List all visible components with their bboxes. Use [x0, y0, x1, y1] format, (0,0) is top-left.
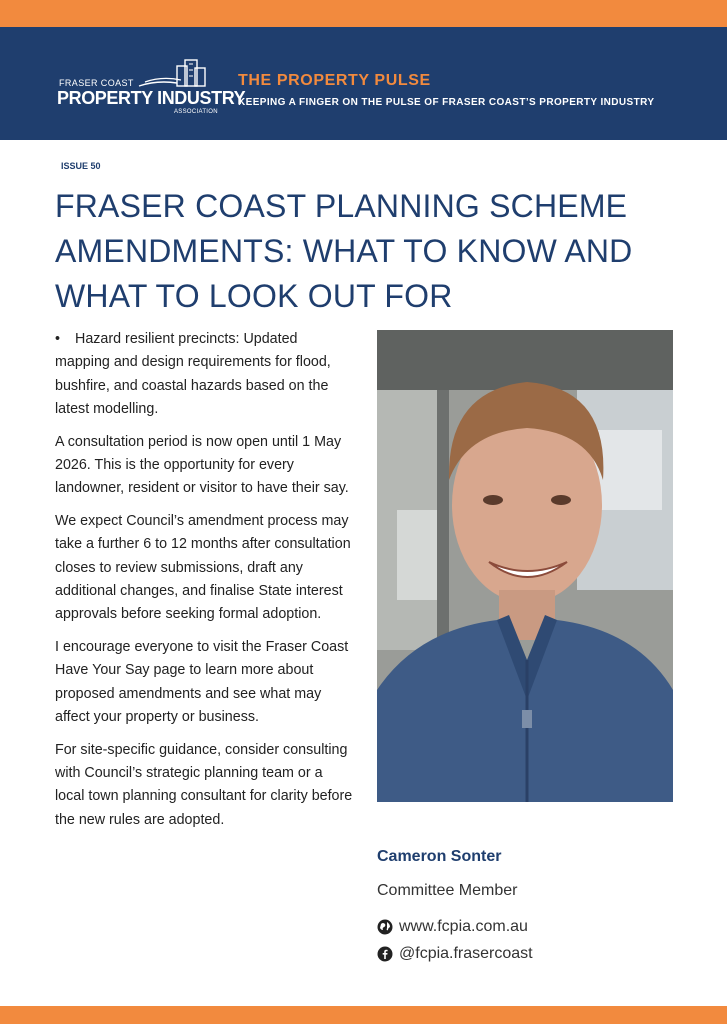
logo-text-main: PROPERTY INDUSTRY — [57, 88, 246, 108]
article-headline: FRASER COAST PLANNING SCHEME AMENDMENTS: WHAT TO KNOW AND WHAT TO LOOK OUT FOR — [55, 188, 633, 314]
paragraph: A consultation period is now open until 1 May 2026. This is the opportunity for every landowner, resident or visitor to have their say. — [55, 433, 349, 497]
bullet-icon: • — [55, 331, 61, 347]
logo-text-region: FRASER COAST — [59, 78, 134, 88]
issue-label: ISSUE 50 — [61, 161, 101, 171]
bullet-item — [55, 328, 355, 422]
facebook-icon — [377, 946, 393, 962]
author-role: Committee Member — [377, 882, 518, 899]
author-photo — [377, 330, 673, 802]
facebook-handle[interactable]: @fcpia.frasercoast — [399, 945, 533, 962]
article-body — [55, 328, 355, 841]
author-name: Cameron Sonter — [377, 848, 502, 865]
logo-text-suffix: ASSOCIATION — [174, 109, 218, 115]
facebook-contact[interactable] — [377, 945, 533, 963]
paragraph: For site-specific guidance, consider consulting with Council’s strategic planning team or a local town planning consultant for clarity before the new rules are adopted. — [55, 741, 353, 828]
skyline-icon — [137, 56, 217, 92]
globe-icon — [377, 919, 393, 935]
bottom-accent-strip — [0, 1006, 727, 1024]
paragraph: We expect Council’s amendment process may take a further 6 to 12 months after consultation closes to review submissions, draft any additional changes, and finalise State interest approvals before seeking formal adoption. — [55, 512, 351, 623]
bullet-text: Hazard resilient precincts: Updated mapping and design requirements for flood, bushfire, and coastal hazards based on the latest modelling. — [55, 331, 331, 418]
paragraph: I encourage everyone to visit the Fraser Coast Have Your Say page to learn more about proposed amendments and see what may affect your property or business. — [55, 638, 349, 726]
website-contact[interactable] — [377, 918, 528, 936]
newsletter-tagline: KEEPING A FINGER ON THE PULSE OF FRASER COAST’S PROPERTY INDUSTRY — [238, 97, 655, 108]
website-link[interactable]: www.fcpia.com.au — [399, 918, 528, 935]
fcpia-logo — [57, 56, 246, 122]
top-accent-strip — [0, 0, 727, 27]
newsletter-title: THE PROPERTY PULSE — [238, 72, 431, 89]
